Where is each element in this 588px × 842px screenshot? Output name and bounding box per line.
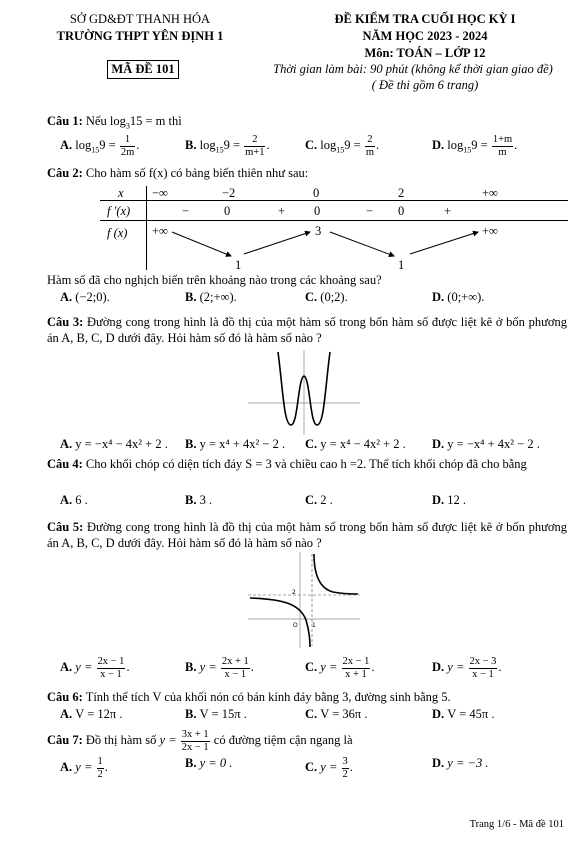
option-value: y = −x⁴ + 4x² − 2 . <box>447 437 540 451</box>
exam-title: ĐỀ KIỂM TRA CUỐI HỌC KỲ I <box>334 12 516 26</box>
option-value: 6 . <box>75 493 88 507</box>
time-note: Thời gian làm bài: 90 phút (không kể thời gian giao đề) <box>273 62 553 76</box>
option-prefix: y = <box>447 659 468 674</box>
q7-stem: Câu 7: Đồ thị hàm số y = $\frac{3x + 1}{2x - 1}$ có đường tiệm cận ngang là <box>47 729 353 753</box>
f-max: 3 <box>315 224 322 238</box>
option-key: B. <box>185 707 200 721</box>
option-c <box>305 493 333 508</box>
option-fraction: $\frac{2}{m+1}$ <box>245 134 265 158</box>
option-tail: . <box>371 659 375 674</box>
option-prefix: y = <box>320 759 341 774</box>
option-value: (0;2). <box>320 290 348 304</box>
option-rhs: 9 = <box>223 137 244 152</box>
option-key: A. <box>60 437 76 451</box>
q5-label-one: 1 <box>312 622 316 629</box>
x-header: x <box>118 186 124 200</box>
option-a <box>60 493 88 508</box>
option-b <box>185 290 237 305</box>
option-b <box>185 437 285 452</box>
option-tail: . <box>498 659 502 674</box>
option-key: B. <box>185 659 200 674</box>
option-a <box>60 756 108 780</box>
option-rhs: 9 = <box>99 137 119 152</box>
option-tail: . <box>349 759 353 774</box>
option-tail: . <box>136 137 140 152</box>
option-prefix: y = −3 . <box>447 756 489 770</box>
option-d <box>432 493 466 508</box>
sign: − <box>366 204 374 218</box>
option-prefix: y = <box>320 659 341 674</box>
option-key: D. <box>432 493 448 507</box>
f-left: +∞ <box>152 224 168 238</box>
option-a <box>60 290 110 305</box>
q5-label-origin: O <box>293 622 298 629</box>
option-c <box>305 656 375 680</box>
x-val: −∞ <box>152 186 168 200</box>
page-footer: Trang 1/6 - Mã đề 101 <box>469 819 564 830</box>
option-fraction: $\frac{1+m}{m}$ <box>492 134 513 158</box>
option-fraction: $\frac{1}{2m}$ <box>120 134 135 158</box>
option-tail: . <box>266 137 270 152</box>
option-c <box>305 437 406 452</box>
option-key: B. <box>185 493 200 507</box>
option-b <box>185 756 232 771</box>
f-right: +∞ <box>482 224 498 238</box>
f-header: f (x) <box>107 226 128 240</box>
option-fraction: $\frac{1}{2}$ <box>97 756 103 780</box>
subject: Môn: TOÁN – LỚP 12 <box>364 46 486 60</box>
option-key: D. <box>432 137 448 152</box>
q3-stem: Câu 3: Đường cong trong hình là đồ thị của một hàm số trong bốn hàm số được liệt kê ở bốn phương án A, B, C, D dưới đây. Hỏi hàm số đó là hàm số nào ? <box>47 315 567 345</box>
option-b <box>185 656 254 680</box>
option-fraction: $\frac{2x + 1}{x - 1}$ <box>221 656 249 680</box>
option-value: V = 36π . <box>320 707 368 721</box>
option-key: C. <box>305 659 321 674</box>
option-key: C. <box>305 437 321 451</box>
option-log-base: 15 <box>336 145 345 155</box>
sign: 0 <box>398 204 405 218</box>
option-tail: . <box>126 659 130 674</box>
sign: + <box>444 204 452 218</box>
option-rhs: 9 = <box>344 137 364 152</box>
option-log-base: 15 <box>91 145 100 155</box>
option-d <box>432 707 494 722</box>
option-value: 12 . <box>447 493 467 507</box>
sign: 0 <box>224 204 231 218</box>
q5-stem: Câu 5: Đường cong trong hình là đồ thị của một hàm số trong bốn hàm số được liệt kê ở bốn phương án A, B, C, D dưới đây. Hỏi hàm số đó là hàm số nào ? <box>47 520 567 550</box>
option-key: B. <box>185 437 200 451</box>
option-key: C. <box>305 707 321 721</box>
option-rhs: 9 = <box>471 137 491 152</box>
option-d <box>432 756 488 771</box>
option-key: A. <box>60 707 76 721</box>
option-log: log <box>75 137 92 152</box>
q5-label-two: 2 <box>292 589 296 596</box>
q5-graph <box>248 552 360 648</box>
option-key: C. <box>305 137 321 152</box>
option-fraction: $\frac{2}{m}$ <box>365 134 374 158</box>
option-fraction: $\frac{2x - 1}{x + 1}$ <box>342 656 370 680</box>
option-prefix: y = <box>199 659 220 674</box>
option-key: C. <box>305 290 321 304</box>
option-key: A. <box>60 290 76 304</box>
x-val: 0 <box>313 186 320 200</box>
fprime-header: f ′(x) <box>107 204 131 218</box>
q3-graph <box>248 350 360 435</box>
option-c <box>305 290 348 305</box>
option-fraction: $\frac{2x - 1}{x - 1}$ <box>97 656 125 680</box>
option-log-base: 15 <box>463 145 472 155</box>
option-key: D. <box>432 707 448 721</box>
option-value: 3 . <box>199 493 213 507</box>
school-year: NĂM HỌC 2023 - 2024 <box>362 29 488 43</box>
option-key: B. <box>185 290 200 304</box>
option-value: V = 12π . <box>75 707 123 721</box>
option-log: log <box>199 137 216 152</box>
option-tail: . <box>104 759 108 774</box>
option-c <box>305 756 353 780</box>
sign: 0 <box>314 204 321 218</box>
option-key: C. <box>305 759 321 774</box>
q4-stem: Câu 4: Cho khối chóp có diện tích đáy S = 3 và chiều cao h =2. Thể tích khối chóp đã cho bằng <box>47 457 527 471</box>
option-value: V = 45π . <box>447 707 495 721</box>
option-key: A. <box>60 659 76 674</box>
q1-stem: Câu 1: Nếu $\log_315 = m$ thì <box>47 114 182 131</box>
q2-question: Hàm số đã cho nghịch biến trên khoảng nào trong các khoảng sau? <box>47 273 382 287</box>
option-value: V = 15π . <box>199 707 247 721</box>
page-count: ( Đề thi gồm 6 trang) <box>371 78 479 92</box>
option-c <box>305 707 367 722</box>
option-key: D. <box>432 437 448 451</box>
f-min1: 1 <box>235 258 242 272</box>
option-fraction: $\frac{2x - 3}{x - 1}$ <box>469 656 497 680</box>
option-prefix: y = 0 . <box>199 756 233 770</box>
option-value: (0;+∞). <box>447 290 485 304</box>
option-key: A. <box>60 137 76 152</box>
q7-fraction: $\frac{3x + 1}{2x - 1}$ <box>181 729 209 753</box>
variation-arrows <box>0 0 588 280</box>
option-d <box>432 290 484 305</box>
option-prefix: y = <box>75 659 96 674</box>
option-d <box>432 437 540 452</box>
dept-name: SỞ GD&ĐT THANH HÓA <box>69 12 211 26</box>
option-fraction: $\frac{3}{2}$ <box>342 756 348 780</box>
option-value: 2 . <box>320 493 333 507</box>
option-key: C. <box>305 493 321 507</box>
option-value: y = −x⁴ − 4x² + 2 . <box>75 437 168 451</box>
q6-stem: Câu 6: Tính thể tích V của khối nón có bán kính đáy bằng 3, đường sinh bằng 5. <box>47 690 451 704</box>
option-log-base: 15 <box>215 145 224 155</box>
f-min2: 1 <box>398 258 405 272</box>
x-val: −2 <box>222 186 236 200</box>
option-key: B. <box>185 756 200 770</box>
option-value: y = x⁴ + 4x² − 2 . <box>199 437 286 451</box>
x-val: 2 <box>398 186 405 200</box>
option-a <box>60 656 130 680</box>
option-tail: . <box>514 137 518 152</box>
option-value: (2;+∞). <box>199 290 237 304</box>
option-key: D. <box>432 756 448 770</box>
option-key: A. <box>60 493 76 507</box>
school-name: TRƯỜNG THPT YÊN ĐỊNH 1 <box>56 29 224 43</box>
option-b <box>185 493 212 508</box>
exam-code: MÃ ĐỀ 101 <box>107 60 179 79</box>
q2-stem: Câu 2: Cho hàm số f(x) có bảng biến thiên như sau: <box>47 166 309 180</box>
option-d <box>432 656 502 680</box>
option-key: B. <box>185 137 200 152</box>
option-prefix: y = <box>75 759 96 774</box>
sign: − <box>182 204 190 218</box>
option-tail: . <box>250 659 254 674</box>
option-log: log <box>447 137 464 152</box>
option-key: D. <box>432 290 448 304</box>
x-val: +∞ <box>482 186 498 200</box>
option-key: A. <box>60 759 76 774</box>
option-a <box>60 437 168 452</box>
option-a <box>60 707 122 722</box>
option-key: D. <box>432 659 448 674</box>
sign: + <box>278 204 286 218</box>
option-log: log <box>320 137 337 152</box>
option-b <box>185 707 247 722</box>
option-value: (−2;0). <box>75 290 110 304</box>
option-tail: . <box>376 137 380 152</box>
option-value: y = x⁴ − 4x² + 2 . <box>320 437 406 451</box>
